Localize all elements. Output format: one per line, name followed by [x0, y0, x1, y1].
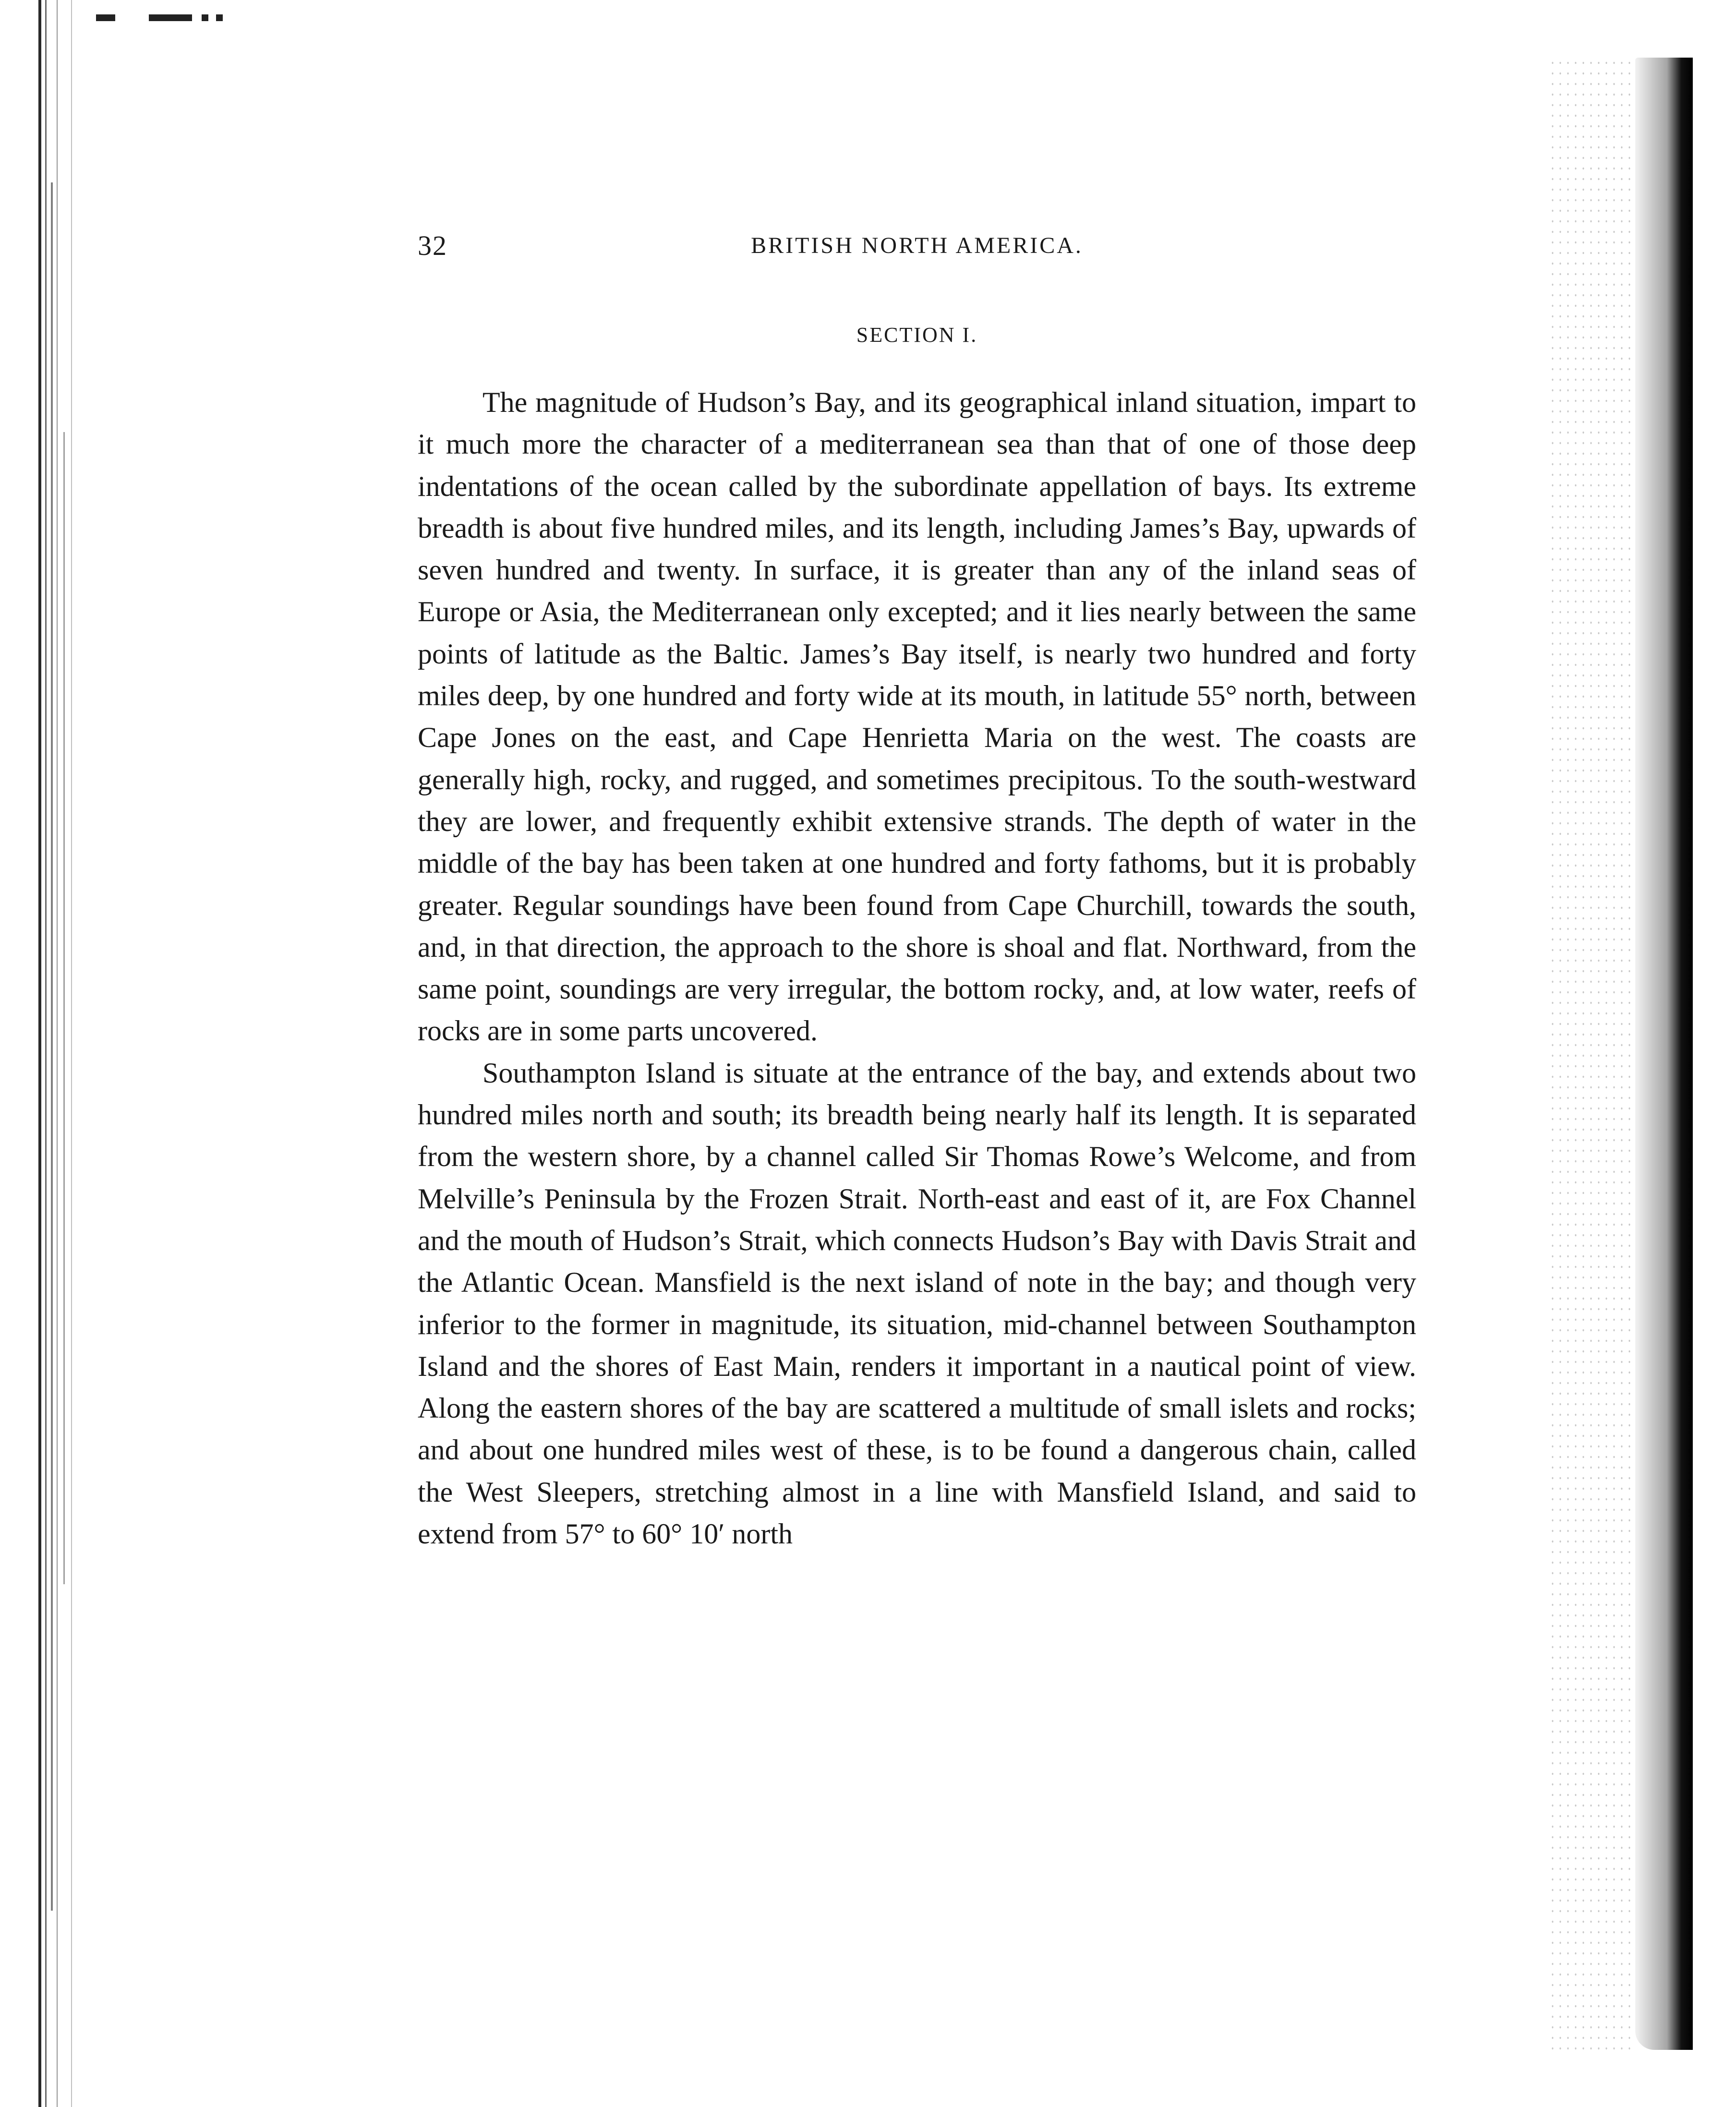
paragraph: The magnitude of Hudson’s Bay, and its geographical inland situation, impart to it much more the character of a mediterranean sea than that of one of those deep indentations of the ocean called by the subordinate appellation of bays. Its extreme breadth is about five hundred miles, and its length, including James’s Bay, upwards of seven hundred and twenty. In surface, it is greater than any of the inland seas of Europe or Asia, the Mediterranean only excepted; and it lies nearly between the same points of latitude as the Baltic. James’s Bay itself, is nearly two hundred and forty miles deep, by one hundred and forty wide at its mouth, in latitude 55° north, between Cape Jones on the east, and Cape Henrietta Maria on the west. The coasts are generally high, rocky, and rugged, and sometimes precipitous. To the south-westward they are lower, and frequently exhibit extensive strands. The depth of water in the middle of the bay has been taken at one hundred and forty fathoms, but it is probably greater. Regular soundings have been found from Cape Churchill, towards the south, and, in that direction, the approach to the shore is shoal and flat. Northward, from the same point, soundings are very irregular, the bottom rocky, and, at low water, reefs of rocks are in some parts uncovered.	[418, 386, 1416, 1047]
scan-mark	[149, 14, 192, 21]
page-edge-speckle	[1549, 58, 1635, 2050]
page-header	[418, 229, 1416, 268]
page-number: 32	[418, 230, 447, 261]
scan-mark	[216, 14, 223, 21]
body-text	[418, 382, 1416, 1555]
scan-mark	[96, 14, 115, 21]
paragraph: Southampton Island is situate at the entrance of the bay, and extends about two hundred miles north and south; its breadth being nearly half its length. It is separated from the western shore, by a channel called Sir Thomas Rowe’s Welcome, and from Melville’s Peninsula by the Frozen Strait. North-east and east of it, are Fox Channel and the mouth of Hudson’s Strait, which connects Hudson’s Bay with Davis Strait and the Atlantic Ocean. Mansfield is the next island of note in the bay; and though very inferior to the former in magnitude, its situation, mid-channel between Southampton Island and the shores of East Main, renders it important in a nautical point of view. Along the eastern shores of the bay are scattered a multitude of small islets and rocks; and about one hundred miles west of these, is to be found a dangerous chain, called the West Sleepers, stretching almost in a line with Mansfield Island, and said to extend from 57° to 60° 10′ north	[418, 1057, 1416, 1550]
scan-mark	[202, 14, 208, 21]
binding-gutter-shadow	[29, 0, 82, 2107]
section-title: SECTION I.	[856, 323, 978, 347]
running-title: BRITISH NORTH AMERICA.	[751, 233, 1083, 258]
page-edge-shadow	[1635, 58, 1693, 2050]
